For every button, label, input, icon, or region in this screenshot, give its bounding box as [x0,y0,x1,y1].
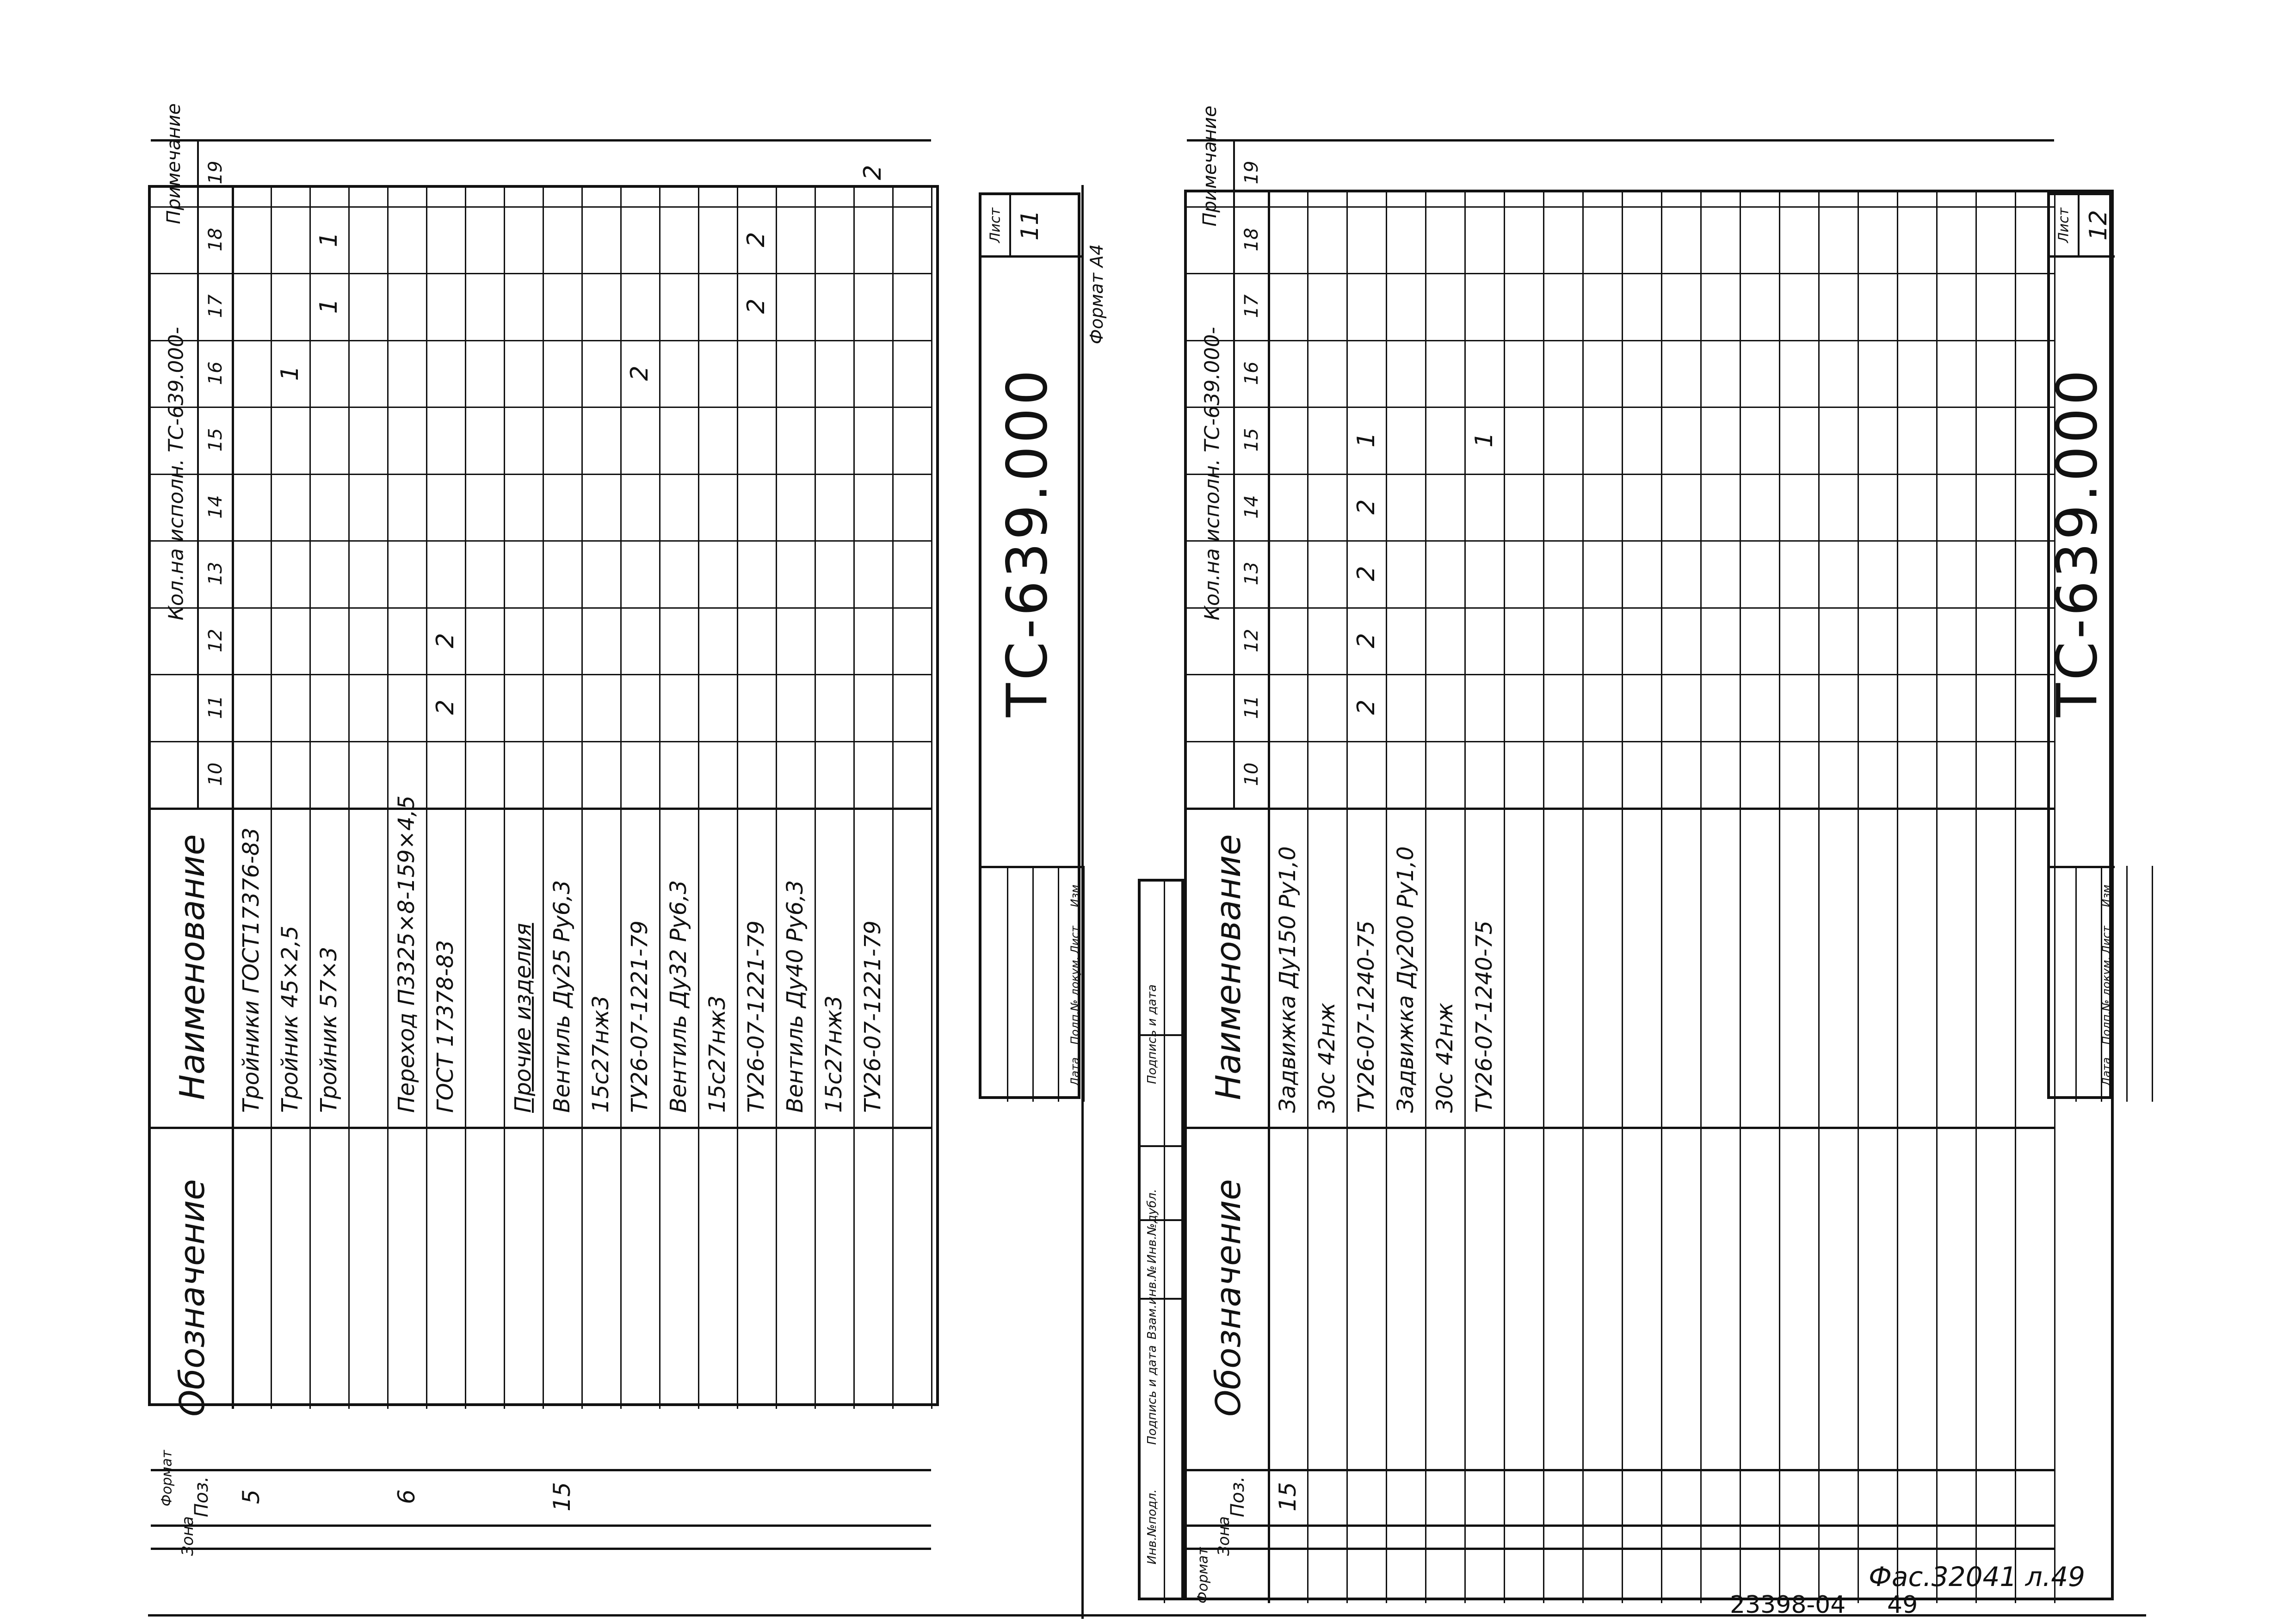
row-pos: 15 [1274,1482,1301,1512]
exec-column-line [1187,273,2054,274]
row-name: Прочие изделия [510,923,536,1113]
qty-value: 1 [1470,432,1498,448]
row-line [1700,192,1702,1603]
exec-column-line [151,273,931,274]
stamp-col-label: Дата [1068,1057,1081,1086]
row-name: 15с27нж3 [821,995,847,1113]
row-line [853,188,855,1409]
qty-value: 2 [432,633,459,648]
stamp-line [1009,195,1011,255]
row-name: Переход П3325×8-159×4,5 [394,795,420,1113]
row-line [1858,192,1859,1603]
qty-value: 2 [742,298,770,314]
row-name: Тройник 57×3 [316,946,342,1113]
row-line [1897,192,1898,1603]
row-name: ТУ26-07-1240-75 [1353,920,1379,1113]
side-signature-strip [1138,879,1184,1600]
header-pos: Поз. [1227,1476,1248,1518]
row-line [815,188,816,1409]
row-line [1464,192,1466,1603]
row-name: Задвижка Ду200 Ру1,0 [1392,846,1419,1113]
spec-sheet-2 [1184,105,2114,1604]
header-body-separator [1268,192,1270,1603]
row-name: ТУ26-07-1221-79 [743,920,769,1113]
stamp-line [981,255,1083,258]
row-line [581,188,583,1409]
row-name: ТУ26-07-1240-75 [1471,920,1497,1113]
exec-number-16: 16 [205,361,226,385]
row-name: Вентиль Ду32 Ру6,3 [666,880,691,1113]
row-name: Тройники ГОСТ17376-83 [238,827,264,1113]
column-separator [1187,1548,2054,1550]
qty-value: 1 [1352,432,1380,448]
sheet-number: 11 [1016,210,1044,241]
format-label: Формат А4 [1086,244,1107,345]
header-pos: Поз. [191,1476,212,1518]
header-name: Наименование [1209,834,1248,1100]
exec-column-line [151,474,931,475]
stamp-line [2152,866,2153,1102]
exec-number-15: 15 [1241,428,1262,452]
exec-number-16: 16 [1241,361,1262,385]
stamp-col-label: Подп. [1068,1011,1081,1045]
exec-column-line [1187,407,2054,408]
exec-number-11: 11 [205,695,226,719]
strip-label: Подпись и дата [1145,1345,1159,1445]
column-separator [151,1469,931,1471]
row-line [620,188,622,1409]
stamp-col-label: № докум. [1068,956,1081,1012]
exec-number-17: 17 [205,294,226,318]
row-name: ТУ26-07-1221-79 [860,920,886,1113]
row-line [1543,192,1544,1603]
qty-value: 2 [432,699,459,715]
column-separator [151,808,931,810]
qty-header-line [1233,139,1235,808]
row-line [1582,192,1584,1603]
stamp-col-label: Изм [2100,884,2113,907]
row-name: Вентиль Ду25 Ру6,3 [549,880,575,1113]
column-separator [151,1127,931,1129]
row-line [387,188,389,1409]
header-body-separator [232,188,234,1409]
strip-label: Подпись и дата [1145,984,1159,1084]
row-pos: 5 [238,1489,265,1504]
row-line [892,188,894,1409]
exec-number-15: 15 [205,428,226,452]
row-line [1425,192,1426,1603]
header-qty: Кол.на исполн. ТС-639.000- [1200,327,1224,620]
qty-value: 1 [276,365,304,381]
exec-number-14: 14 [205,495,226,519]
column-separator [151,1548,931,1550]
row-name: Задвижка Ду150 Ру1,0 [1274,846,1301,1113]
column-separator [1187,139,2054,142]
header-qty: Кол.на исполн. ТС-639.000- [164,327,188,620]
exec-number-14: 14 [1241,495,1262,519]
row-name: 15с27нж3 [704,995,730,1113]
exec-column-line [151,340,931,341]
column-separator [1187,1524,2054,1527]
stamp-col-label: Изм [1068,884,1081,907]
row-line [1975,192,1977,1603]
row-line [1740,192,1741,1603]
qty-value: 2 [626,365,654,381]
exec-number-13: 13 [1241,562,1262,586]
row-line [776,188,777,1409]
stamp-col-label: № докум. [2100,956,2113,1012]
row-line [504,188,505,1409]
sheet-number: 12 [2085,210,2112,241]
row-line [659,188,660,1409]
strip-label: Взам.инв.№ [1145,1265,1159,1339]
exec-column-line [151,407,931,408]
header-zone: Зона [179,1516,197,1556]
qty-value: 2 [1352,499,1380,515]
header-name: Наименование [173,834,212,1100]
exec-number-10: 10 [1241,762,1262,786]
strip-label: Инв.№дубл. [1145,1189,1159,1264]
row-name: 30с 42нж [1432,1002,1458,1113]
exec-column-line [151,674,931,675]
exec-column-line [1187,540,2054,542]
row-name: ТУ26-07-1221-79 [627,920,653,1113]
title-block [2047,192,2112,1099]
row-line [1661,192,1662,1603]
qty-value: 2 [1352,633,1380,648]
row-line [1936,192,1938,1603]
exec-number-18: 18 [205,228,226,252]
row-line [1779,192,1780,1603]
archive-number: 23398-04 [1730,1591,1846,1619]
row-name: 30с 42нж [1314,1002,1340,1113]
stamp-line [2075,866,2077,1102]
column-separator [1187,1127,2054,1129]
exec-column-line [1187,607,2054,609]
exec-column-line [151,206,931,208]
row-pos: 15 [549,1482,575,1512]
qty-value: 1 [315,298,343,314]
header-format: Формат [159,1450,175,1506]
qty-value: 1 [315,232,343,247]
stamp-col-label: Лист [1068,926,1081,954]
exec-column-line [1187,474,2054,475]
header-zone: Зона [1215,1516,1233,1556]
row-line [1307,192,1308,1603]
row-line [698,188,699,1409]
exec-number-18: 18 [1241,228,1262,252]
exec-number-19: 19 [205,160,226,185]
stamp-line [1032,866,1034,1102]
stamp-col-label: Подп. [2100,1011,2113,1045]
column-separator [151,139,931,142]
exec-number-12: 12 [1241,629,1262,653]
row-line [309,188,311,1409]
row-line [1818,192,1820,1603]
row-line [1622,192,1623,1603]
stamp-line [2050,255,2115,258]
header-note: Примечание [1199,105,1221,227]
title-block [979,192,1080,1099]
row-name: Тройник 45×2,5 [277,926,303,1113]
header-format: Формат [1195,1547,1211,1604]
header-designation: Обозначение [173,1179,212,1417]
document-code: ТС-639.000 [2045,367,2110,717]
header-designation: Обозначение [1209,1179,1248,1417]
strip-label: Инв.№подл. [1145,1489,1159,1565]
column-separator [151,1524,931,1527]
row-pos: 6 [393,1489,420,1504]
row-line [426,188,427,1409]
qty-value: 2 [859,165,887,180]
exec-column-line [151,607,931,609]
row-line [465,188,466,1409]
row-name: ГОСТ 17378-83 [432,940,458,1113]
row-line [1386,192,1387,1603]
exec-number-11: 11 [1241,695,1262,719]
exec-column-line [151,741,931,742]
stamp-line [2078,195,2080,255]
qty-value: 2 [1352,566,1380,581]
column-separator [1187,808,2054,810]
spec-sheet-1 [148,103,1107,1556]
header-note: Примечание [163,103,185,224]
handwritten-reference: Фас.32041 л.49 [1869,1561,2086,1592]
row-line [737,188,738,1409]
stamp-line [1007,866,1008,1102]
center-fold-line [1081,185,1084,1619]
row-line [1346,192,1348,1603]
exec-number-17: 17 [1241,294,1262,318]
bottom-rule [148,1614,2146,1617]
stamp-line [2126,866,2128,1102]
row-line [348,188,350,1409]
row-line [271,188,272,1409]
row-line [2015,192,2016,1603]
exec-number-12: 12 [205,629,226,653]
exec-column-line [1187,674,2054,675]
exec-column-line [1187,741,2054,742]
qty-value: 2 [742,232,770,247]
row-line [543,188,544,1409]
exec-column-line [151,540,931,542]
row-line [1504,192,1505,1603]
stamp-line [2050,866,2115,868]
exec-number-19: 19 [1241,160,1262,185]
qty-header-line [197,139,199,808]
row-name: Вентиль Ду40 Ру6,3 [782,880,808,1113]
exec-number-13: 13 [205,562,226,586]
row-line [931,188,932,1409]
exec-number-10: 10 [205,762,226,786]
document-code: ТС-639.000 [995,367,1060,717]
qty-value: 2 [1352,699,1380,715]
page-number: 49 [1887,1591,1918,1619]
stamp-col-label: Дата [2100,1057,2113,1086]
stamp-col-label: Лист [2100,926,2113,954]
row-name: 15с27нж3 [588,995,614,1113]
exec-column-line [1187,206,2054,208]
sheet-label: Лист [987,207,1004,243]
sheet-label: Лист [2055,207,2072,243]
stamp-line [1058,866,1059,1102]
strip-line [1164,882,1165,1603]
column-separator [1187,1469,2054,1471]
exec-column-line [1187,340,2054,341]
